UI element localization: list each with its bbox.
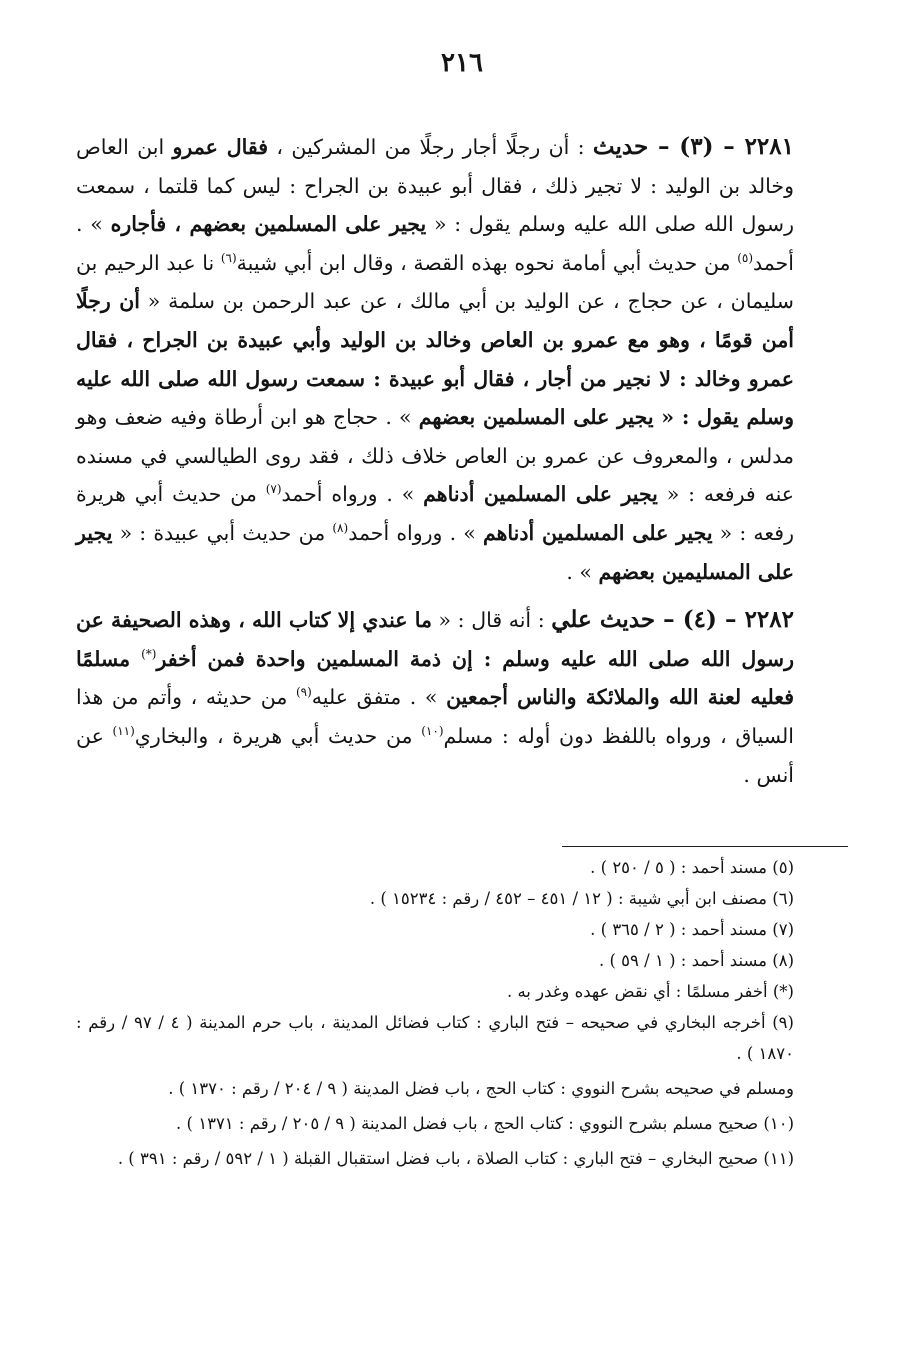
footnote-ref[interactable]: (٦) (220, 250, 237, 265)
text-span: عن أنس . (76, 723, 794, 787)
hadith-entry-2281 (76, 128, 794, 591)
footnote-ref[interactable]: (١٠) (421, 724, 444, 739)
footnote-11: (١١) صحيح البخاري – فتح الباري : كتاب الصلاة ، باب فضل استقبال القبلة ( ١ / ٥٩٢ / رقم : ٣٩١ ) . (117, 1149, 794, 1168)
hadith-entry-2282 (76, 601, 794, 794)
footnote-ref[interactable]: (١١) (112, 724, 135, 739)
text-span: من حديث أبي عبيدة : « (112, 520, 333, 545)
text-span: » . حجاج هو ابن أرطاة وفيه ضعف وهو مدلس ، والمعروف عن عمرو بن العاص خلاف ذلك ، فقد روى الطيالسي في مسنده عنه فرفعه : « (76, 405, 794, 507)
footnote-ref[interactable]: (٨) (332, 521, 349, 536)
text-span: من حديث أبي أمامة نحوه بهذه القصة ، وقال ابن أبي شيبة (236, 250, 738, 275)
footnote-6: (٦) مصنف ابن أبي شيبة : ( ١٢ / ٤٥١ – ٤٥٢ / رقم : ١٥٢٣٤ ) . (369, 889, 794, 908)
footnote-ref[interactable]: (٧) (265, 482, 282, 497)
text-span: » . متفق عليه (311, 685, 447, 710)
footnote-7: (٧) مسند أحمد : ( ٢ / ٣٦٥ ) . (590, 920, 794, 939)
entry-heading: ٢٢٨١ – (٣) – حديث (592, 133, 794, 160)
footnote-10: (١٠) صحيح مسلم بشرح النووي : كتاب الحج ، باب فضل المدينة ( ٩ / ٢٠٥ / رقم : ١٣٧١ ) . (176, 1114, 794, 1133)
main-text (76, 128, 794, 794)
hadith-quote: أن رجلًا أمن قومًا ، وهو مع عمرو بن العاص وخالد بن الوليد وأبي عبيدة بن الجراح ، فقال عمرو وخالد : لا نجير من أجار ، فقال أبو عبيدة : سمعت رسول الله صلى الله عليه وسلم يقول : « يجير على المسلمين بعضهم (76, 289, 795, 430)
text-span: » . ورواه أحمد (281, 482, 424, 507)
footnote-ref[interactable]: (٩) (295, 685, 312, 700)
text-span: : أن رجلًا أجار رجلًا من المشركين ، (268, 135, 593, 159)
hadith-quote: مسلمًا فعليه لعنة الله والملائكة والناس أجمعين (76, 646, 794, 710)
text-span: من حديث أبي هريرة ، والبخاري (134, 723, 422, 748)
text-span: نا عبد الرحيم بن سليمان ، عن حجاج ، عن الوليد بن أبي مالك ، عن عبد الرحمن بن سلمة « (76, 250, 794, 314)
footnote-9-continued: ومسلم في صحيحه بشرح النووي : كتاب الحج ، باب فضل المدينة ( ٩ / ٢٠٤ / رقم : ١٣٧٠ ) . (168, 1079, 794, 1098)
text-span: : أنه قال : « (431, 608, 552, 633)
hadith-quote: يجير على المسلمين بعضهم ، فأجاره (110, 212, 427, 237)
footnote-star: (*) أخفر مسلمًا : أي نقض عهده وغدر به . (506, 982, 794, 1001)
hadith-quote: ما عندي إلا كتاب الله ، وهذه الصحيفة عن رسول الله صلى الله عليه وسلم : إن ذمة المسلمين واحدة فمن أخفر (76, 608, 794, 671)
hadith-quote: يجير على المسلمين أدناهم (423, 482, 658, 507)
footnote-divider (562, 846, 848, 847)
entry-heading: ٢٢٨٢ – (٤) – حديث علي (551, 606, 794, 634)
text-span: ابن العاص وخالد بن الوليد : لا تجير ذلك ، فقال أبو عبيدة بن الجراح : ليس كما قلتما ، سمعت رسول الله صلى الله عليه وسلم يقول : « (76, 135, 795, 237)
hadith-quote: يجير على المسلمين أدناهم (482, 520, 713, 545)
footnote-8: (٨) مسند أحمد : ( ١ / ٥٩ ) . (599, 951, 794, 970)
hadith-quote: يجير على المسليمين بعضهم (76, 520, 794, 584)
text-span: من حديثه ، وأتم من هذا السياق ، ورواه باللفظ دون أوله : مسلم (76, 685, 794, 748)
page-number: ٢١٦ (441, 48, 483, 78)
text-span: » . ورواه أحمد (348, 520, 483, 545)
bold-text: فقال عمرو (172, 135, 269, 159)
footnote-ref[interactable]: (٥) (737, 250, 754, 265)
text-span: » . أحمد (76, 212, 794, 275)
footnote-5: (٥) مسند أحمد : ( ٥ / ٢٥٠ ) . (590, 858, 794, 877)
footnote-ref[interactable]: (*) (141, 646, 157, 661)
text-span: من حديث أبي هريرة رفعه : « (76, 482, 794, 545)
footnotes (76, 852, 794, 1174)
footnote-9: (٩) أخرجه البخاري في صحيحه – فتح الباري : كتاب فضائل المدينة ، باب حرم المدينة ( ٤ / ٩٧ / رقم : ١٨٧٠ ) . (76, 1013, 794, 1063)
text-span: » . (566, 559, 599, 584)
